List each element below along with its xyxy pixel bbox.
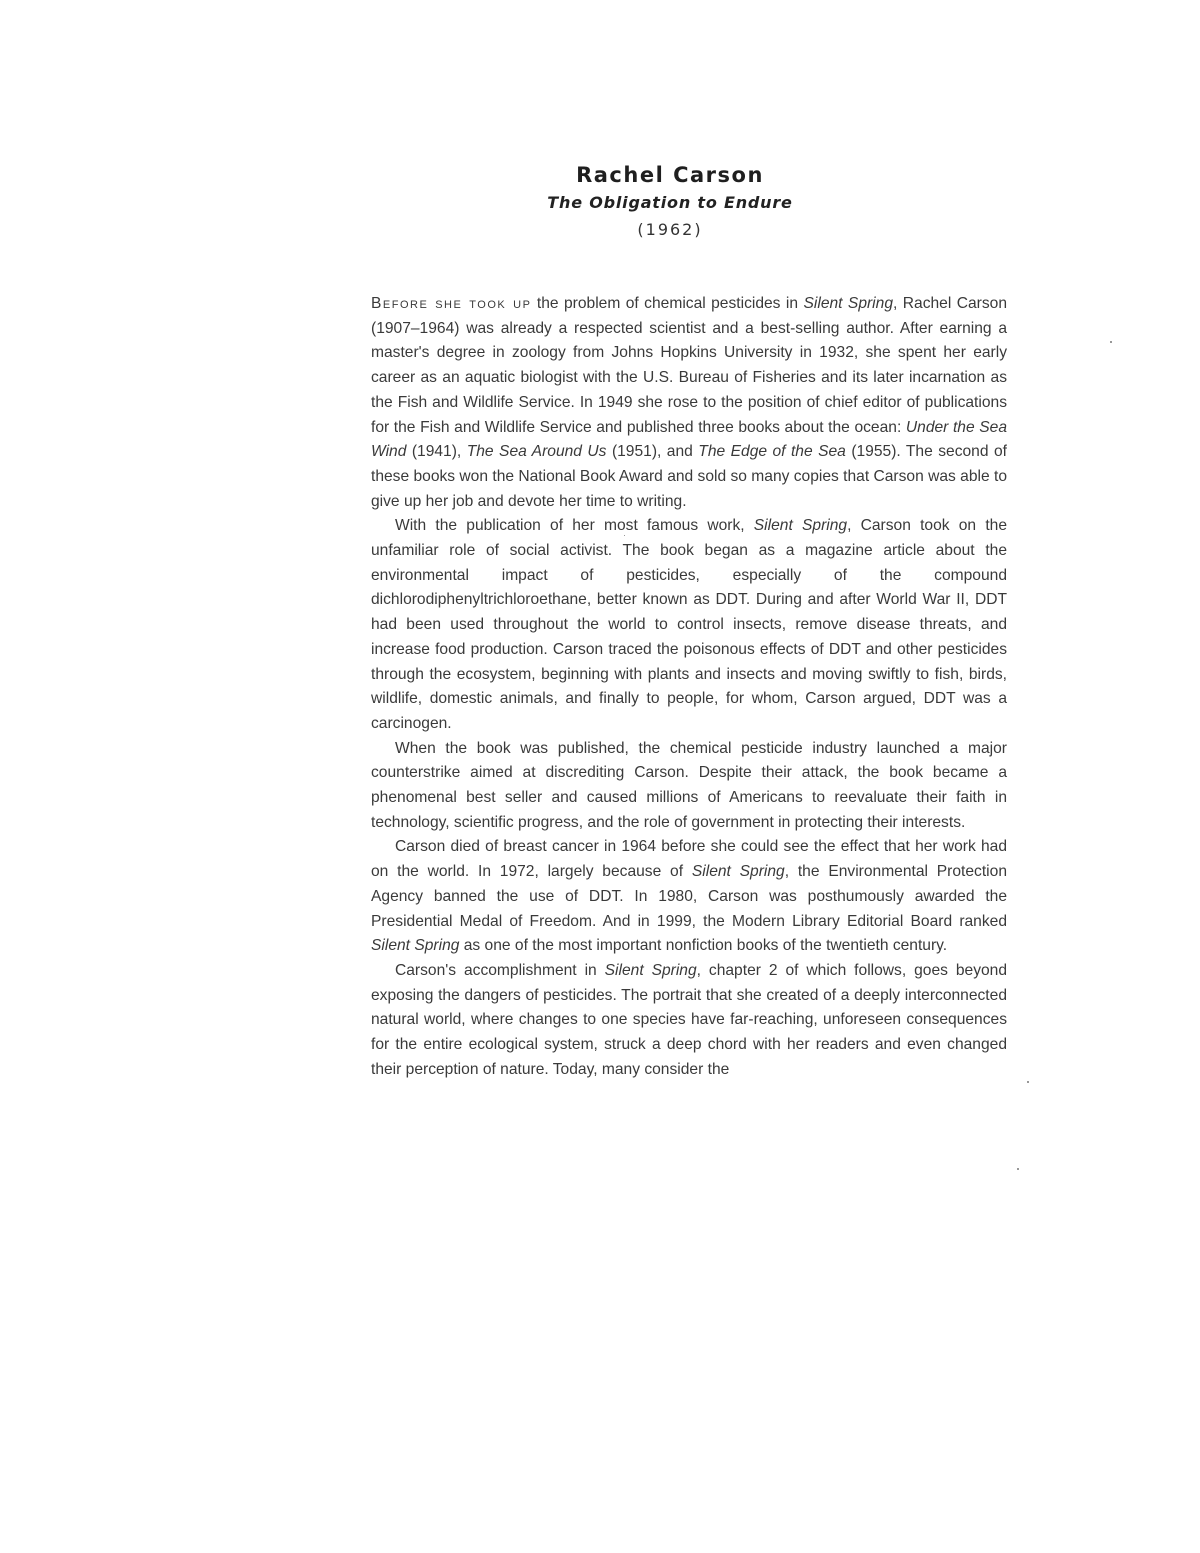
paragraph [371,514,1007,736]
book-title: The Sea Around Us [466,443,607,461]
author-name: Rachel Carson [576,163,764,187]
text-run: When the book was published, the chemical pesticide industry launched a major counterstrike aimed at discrediting Carson. Despite their attack, the book became a phenomenal best seller and caused millions of Americans to reevaluate their faith in technology, scientific progress, and the role of government in protecting their interests. [371,739,1007,831]
lead-in: Before she took up [371,295,532,312]
text-run: (1955). The second of these books won the National Book Award and sold so many copies that Carson was able to give up her job and devote her time to writing. [371,443,1007,510]
text-run: , Carson took on the unfamiliar role of social activist. The book began as a magazine article about the environmental impact of pesticides, especially of the compound dichlorodiphenyltrichloroethane, better known as DDT. During and after World War II, DDT had been used throughout the world to control insects, remove disease threats, and increase food production. Carson traced the poisonous effects of DDT and other pesticides through the ecosystem, beginning with plants and insects and moving swiftly to fish, birds, wildlife, domestic animals, and finally to people, for whom, Carson argued, DDT was a carcinogen. [371,517,1007,732]
text-run: , chapter 2 of which follows, goes beyond exposing the dangers of pesticides. The portrait that she created of a deeply interconnected natural world, where changes to one species have far-reaching, unforeseen consequences for the entire ecological system, struck a deep chord with her readers and even changed their perception of nature. Today, many consider the [371,961,1008,1078]
publication-year: (1962) [637,220,703,239]
text-run: Carson died of breast cancer in 1964 before she could see the effect that her work had on the world. In 1972, largely because of [371,838,1007,881]
book-title: Silent Spring [691,863,785,881]
essay-title: The Obligation to Endure [547,193,793,212]
scan-speck [1017,1168,1019,1170]
scan-speck [1110,341,1112,343]
paragraph [371,959,1007,1083]
scan-speck [1027,1081,1029,1083]
book-title: Silent Spring [803,295,893,312]
paragraph [371,292,1007,514]
book-title: The Edge of the Sea [698,443,846,461]
book-title: Silent Spring [753,517,848,535]
paragraph [371,835,1007,959]
scan-speck [624,535,625,536]
introduction-text [371,292,1007,1083]
book-title: Under the Sea Wind [371,418,1007,461]
paragraph [371,737,1007,836]
book-title: Silent Spring [371,937,460,955]
text-run: , the Environmental Protection Agency banned the use of DDT. In 1980, Carson was posthumously awarded the Presidential Medal of Freedom. And in 1999, the Modern Library Editorial Board ranked [371,863,1007,930]
book-title: Silent Spring [604,961,697,979]
text-run: , Rachel Carson (1907–1964) was already a respected scientist and a best-selling author. After earning a master's degree in zoology from Johns Hopkins University in 1932, she spent her early career as an aquatic biologist with the U.S. Bureau of Fisheries and its later incarnation as the Fish and Wildlife Service. In 1949 she rose to the position of chief editor of publications for the Fish and Wildlife Service and published three books about the ocean: [371,295,1007,436]
text-run: Carson's accomplishment in [395,961,605,979]
text-run: (1941), [406,443,467,461]
text-run: the problem of chemical pesticides in [531,295,804,312]
text-run: With the publication of her most famous work, [395,517,754,535]
text-run: (1951), and [606,443,699,461]
text-run: as one of the most important nonfiction books of the twentieth century. [459,937,948,955]
chapter-header [470,160,870,244]
